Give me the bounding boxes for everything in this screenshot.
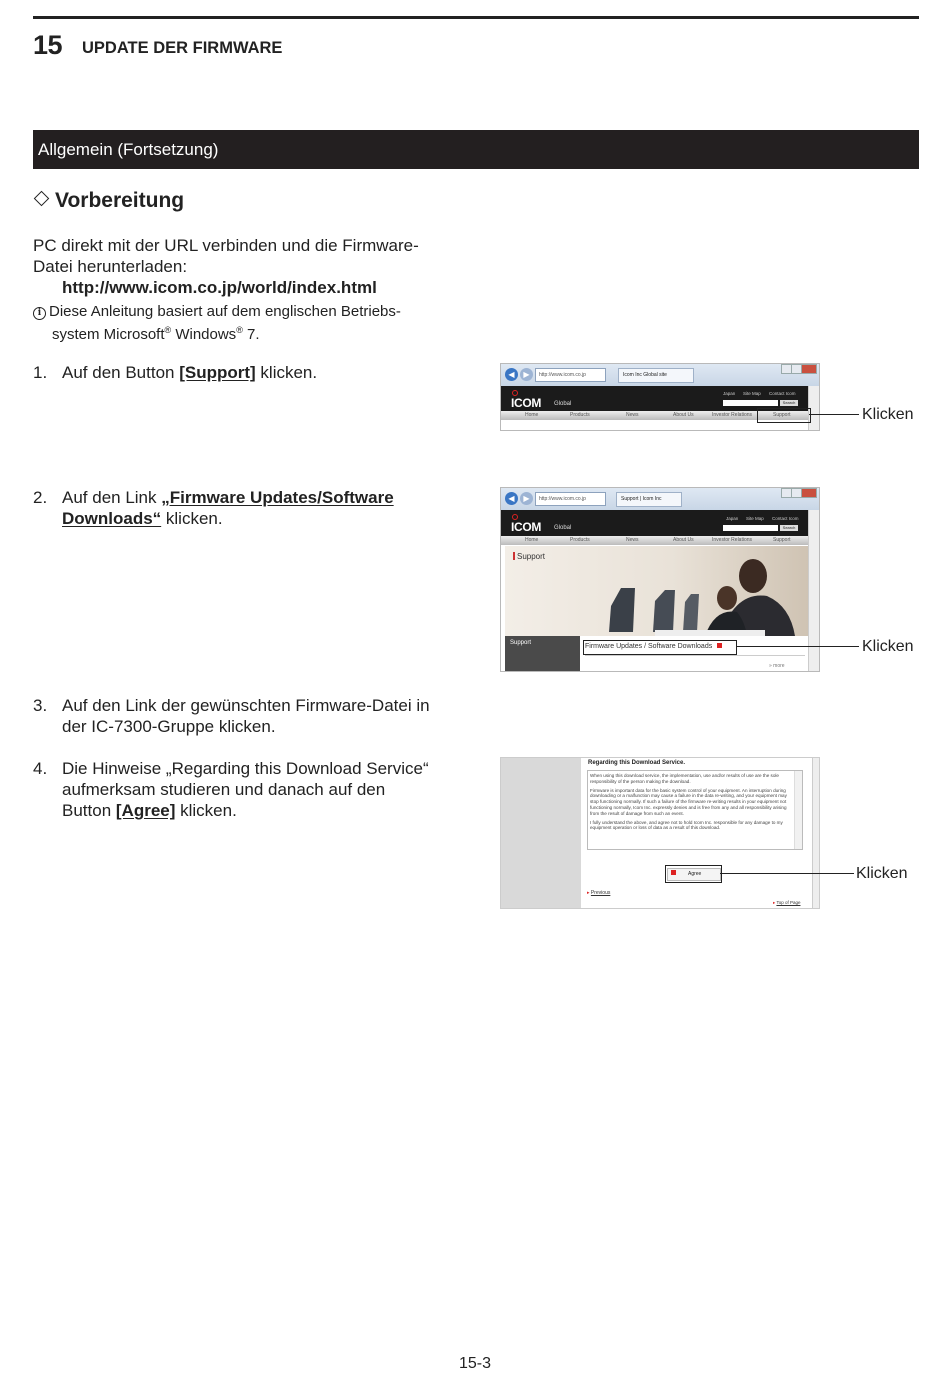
download-service-heading: Regarding this Download Service. [588,760,686,766]
left-panel [501,758,581,908]
previous-link[interactable]: ▸ Previous [587,890,611,896]
step-3: 3. Auf den Link der gewünschten Firmware-Datei in der IC-7300-Gruppe klicken. [33,696,430,736]
browser-chrome [501,364,819,386]
icom-logo: ICOM [511,396,541,410]
url-text: http://www.icom.co.jp/world/index.html [62,278,377,297]
browser-tab: Support | Icom Inc [616,492,682,507]
chapter-title: UPDATE DER FIRMWARE [82,39,283,57]
firmware-link-ref: „Firmware Updates/Software [161,488,394,507]
header-rule [33,16,919,19]
chapter-number: 15 [33,30,63,60]
step-2: 2. Auf den Link „Firmware Updates/Software Downloads“ klicken. [33,488,394,528]
forward-icon: ▶ [520,492,533,505]
callout-klicken-3: Klicken [856,865,908,882]
note-line-1: Diese Anleitung basiert auf dem englischen Betriebs- [49,303,401,320]
icom-menu: Home Products News About Us Investor Relations Support [501,411,819,420]
office-photo [505,546,808,636]
callout-klicken-2: Klicken [862,638,914,655]
support-hero-image: Support [505,546,808,636]
agree-button[interactable]: Agree [667,868,721,881]
forward-icon: ▶ [520,368,533,381]
back-icon: ◀ [505,492,518,505]
top-of-page-link[interactable]: ▸ Top of Page [773,900,801,905]
firmware-downloads-link[interactable]: Firmware Updates / Software Downloads [585,643,722,650]
note-line-2: system Microsoft® Windows® 7. [52,325,260,343]
step-4: 4. Die Hinweise „Regarding this Download Service“ aufmerksam studieren und danach auf den Button [Agree] klicken. [33,759,429,820]
page-number: 15-3 [459,1355,492,1372]
info-icon: i [33,307,46,320]
screenshot-icom-home [500,363,820,431]
callout-klicken-1: Klicken [862,406,914,423]
intro-line-2: Datei herunterladen: [33,257,188,276]
intro-line-1: PC direkt mit der URL verbinden und die Firmware- [33,236,419,255]
screenshot-icom-support: ◀ ▶ http://www.icom.co.jp Support | Icom Inc ICOM Global Japan Site Map Contact Icom Search Home Products News About Us Investor Relations Support Support Support Firmware Updates / Software Downloads » more [500,487,820,672]
intro-text [33,235,419,298]
agree-button-ref: [Agree] [115,801,176,820]
close-icon [801,364,817,374]
banner-text: Allgemein (Fortsetzung) [38,140,219,159]
terms-scrollbar[interactable] [794,771,802,849]
sidebar-support: Support [505,636,580,671]
highlight-agree [665,865,722,883]
close-icon [801,488,817,498]
section-banner [33,130,919,169]
screenshot-download-service [500,757,820,909]
terms-box[interactable]: When using this download service, the implementation, use and/or results of use are the sole responsibility of the person making the download. Firmware is important data for the basic system control of your equipment. An interruption during downloading or a malfunction may cause a failure in the data re-writing, and your equipment may stop functioning normally. If such a failure of the firmware re-writing results in your equipment not functioning normally, Icom Inc. expressly denies and is free from any and all responsibility arising from the result of damage from such an event. I fully understand the above, and agree not to hold Icom Inc. responsible for any damage to my equipment operation or loss of data as a result of this download. [587,770,803,850]
highlight-firmware-link [583,640,737,655]
back-icon: ◀ [505,368,518,381]
section-title: Vorbereitung [55,189,185,212]
support-button-ref: [Support] [179,363,256,382]
browser-tab: Icom Inc Global site [618,368,694,383]
address-bar: http://www.icom.co.jp [535,492,606,506]
diamond-icon [34,191,50,207]
step-1: 1. Auf den Button [Support] klicken. [33,363,318,382]
section-heading [33,189,184,213]
highlight-support [757,408,811,423]
address-bar: http://www.icom.co.jp [535,368,606,382]
note [33,302,401,344]
icom-header: ICOM Global Japan Site Map Contact Icom Search [501,386,819,411]
icom-logo: ICOM [511,520,541,534]
more-link[interactable]: » more [769,663,785,669]
